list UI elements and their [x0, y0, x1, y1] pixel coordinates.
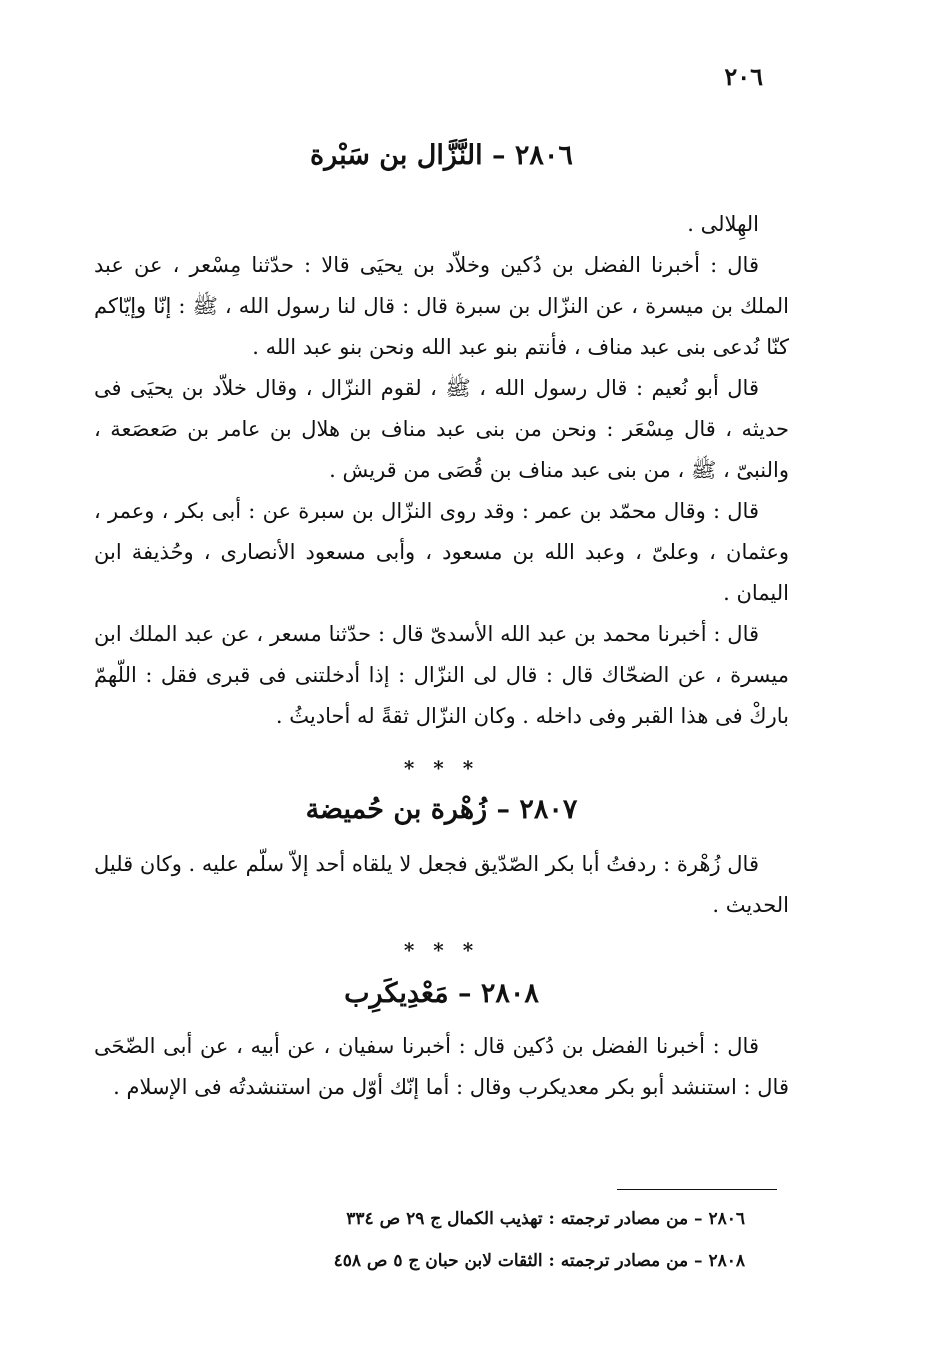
entry-paragraph: قال : وقال محمّد بن عمر : وقد روى النزّال بن سبرة عن : أبى بكر ، وعمر ، وعثمان ، وعلىّ ، وعبد الله بن مسعود ، وأبى مسعود الأنصارى ، وحُذيفة ابن اليمان . — [94, 499, 789, 605]
entry-body-2807 — [94, 844, 789, 926]
footnote-2808: ٢٨٠٨ – من مصادر ترجمته : الثقات لابن حبان ج ٥ ص ٤٥٨ — [333, 1251, 745, 1271]
footnote-2806: ٢٨٠٦ – من مصادر ترجمته : تهذيب الكمال ج ٢٩ ص ٣٣٤ — [346, 1209, 745, 1229]
section-separator: * * * — [403, 938, 480, 962]
footnotes — [230, 1198, 745, 1282]
entry-paragraph: قال زُهْرة : ردفتُ أبا بكر الصّدّيق فجعل لا يلقاه أحد إلاّ سلّم عليه . وكان قليل الحديث . — [93, 852, 789, 917]
entry-paragraph: الهِلالى . — [687, 212, 759, 236]
entry-paragraph: قال : أخبرنا محمد بن عبد الله الأسدىّ قال : حدّثنا مسعر ، عن عبد الملك ابن ميسرة ، عن الضحّاك قال : قال لى النزّال : إذا أدخلتنى فى قبرى فقل : اللّهمّ باركْ فى هذا القبر وفى داخله . وكان النزّال ثقةً له أحاديثُ . — [94, 622, 789, 728]
footnote-rule — [617, 1189, 777, 1190]
entry-body-2806 — [94, 204, 789, 737]
page-number: ٢٠٦ — [724, 62, 763, 91]
entry-heading-2806: ٢٨٠٦ – النَّزَّال بن سَبْرة — [310, 140, 573, 171]
entry-heading-2807: ٢٨٠٧ – زُهْرة بن حُميضة — [305, 794, 578, 825]
section-separator: * * * — [403, 756, 480, 780]
entry-paragraph: قال أبو نُعيم : قال رسول الله ، ﷺ ، لقوم النزّال ، وقال خلاّد بن يحيَى فى حديثه ، قال مِسْعَر : ونحن من بنى عبد مناف بن هلال بن عامر بن صَعصَعة ، والنبىّ ، ﷺ ، من بنى عبد مناف بن قُصَى من قريش . — [94, 376, 789, 482]
entry-paragraph: قال : أخبرنا الفضل بن دُكين قال : أخبرنا سفيان ، عن أبيه ، عن أبى الضّحَى قال : استنشد أبو بكر معديكرب وقال : أما إنّك أوّل من استنشدتُه فى الإسلام . — [94, 1034, 789, 1099]
entry-heading-2808: ٢٨٠٨ – مَعْدِيكَرِب — [344, 978, 539, 1009]
entry-body-2808 — [94, 1026, 789, 1108]
entry-paragraph: قال : أخبرنا الفضل بن دُكين وخلاّد بن يحيَى قالا : حدّثنا مِسْعر ، عن عبد الملك بن ميسرة ، عن النزّال بن سبرة قال : قال لنا رسول الله ، ﷺ : إنّا وإيّاكم كنّا نُدعى بنى عبد مناف ، فأنتم بنو عبد الله ونحن بنو عبد الله . — [94, 253, 789, 359]
